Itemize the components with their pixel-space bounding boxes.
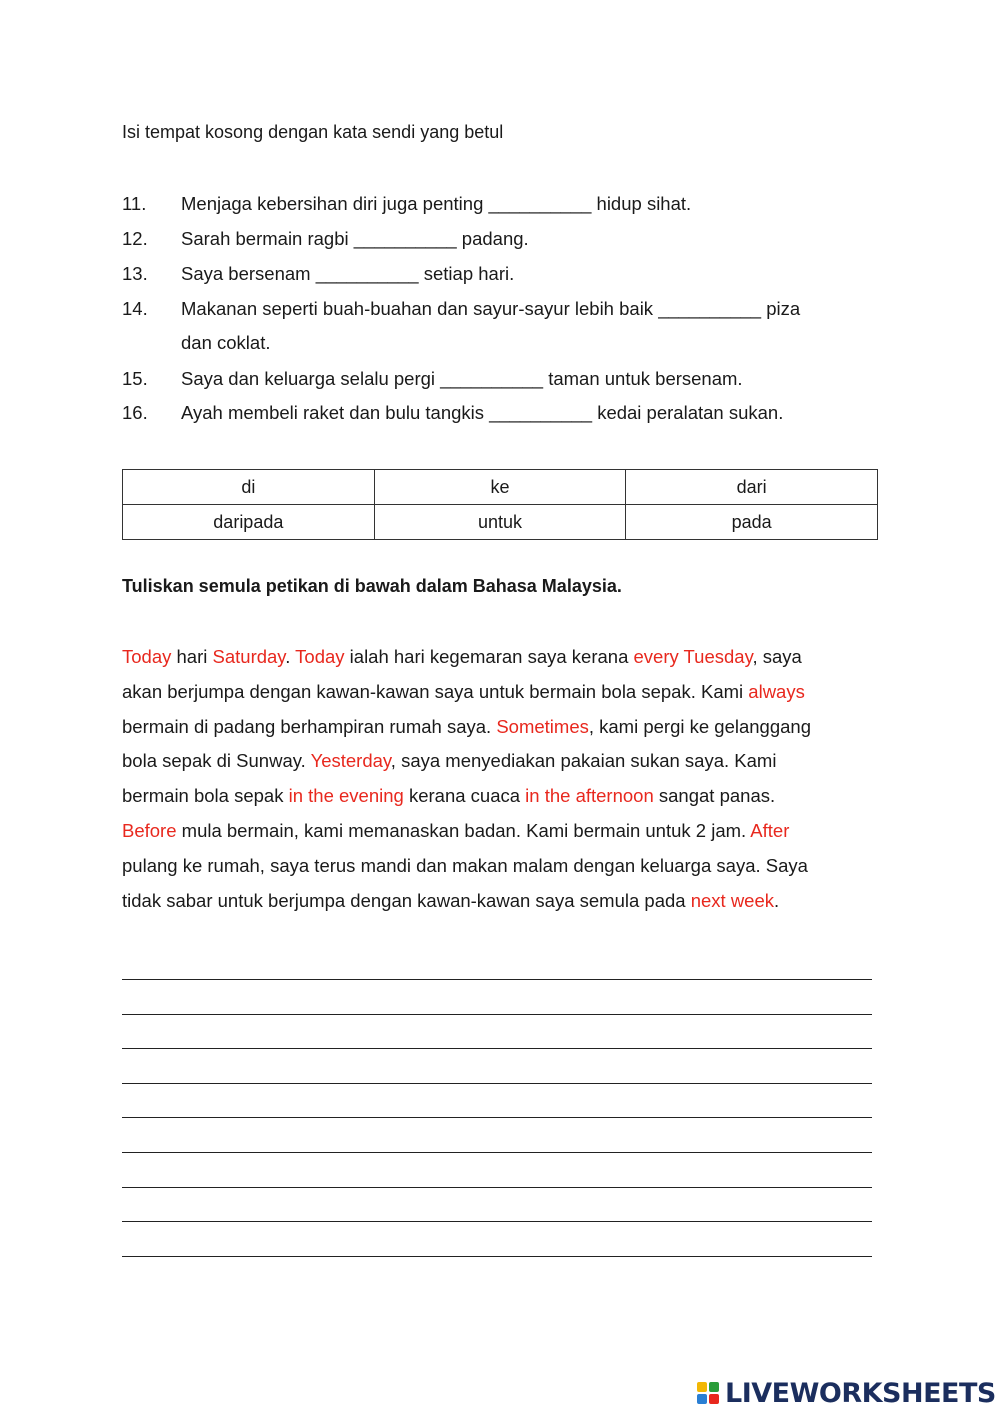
passage-line — [122, 814, 882, 849]
writing-line[interactable] — [122, 1152, 872, 1153]
options-row — [123, 505, 878, 540]
passage-text: akan berjumpa dengan kawan-kawan saya untuk bermain bola sepak. Kami — [122, 680, 749, 702]
passage-line — [122, 884, 882, 919]
passage-text: sangat panas. — [653, 785, 776, 807]
writing-line[interactable] — [122, 1256, 872, 1257]
question-number: 14. — [122, 298, 148, 319]
question-text: Saya dan keluarga selalu pergi __________ taman untuk bersenam. — [181, 368, 743, 389]
english-word-highlight: Yesterday — [310, 750, 391, 772]
passage-line — [122, 849, 882, 884]
option-cell: dari — [626, 470, 878, 505]
passage-text: mula bermain, kami memanaskan badan. Kami bermain untuk 2 jam. — [176, 819, 751, 841]
writing-line[interactable] — [122, 1187, 872, 1188]
option-cell: ke — [374, 470, 626, 505]
question-text: Menjaga kebersihan diri juga penting __________ hidup sihat. — [181, 193, 692, 214]
passage-text: , saya — [752, 646, 802, 667]
passage-text: , saya menyediakan pakaian sukan saya. Kami — [390, 750, 777, 772]
passage-text: bermain di padang berhampiran rumah saya. — [122, 715, 497, 737]
passage-line — [122, 675, 882, 710]
passage-text: ialah hari kegemaran saya kerana — [344, 646, 634, 667]
writing-line[interactable] — [122, 1117, 872, 1118]
option-cell: di — [123, 470, 375, 505]
brand-name: LIVEWORKSHEETS — [725, 1377, 996, 1409]
english-word-highlight: Sometimes — [496, 715, 589, 737]
english-word-highlight: in the evening — [288, 785, 404, 807]
question-number: 13. — [122, 263, 148, 284]
writing-line[interactable] — [122, 1014, 872, 1015]
passage-line — [122, 710, 882, 745]
passage-text: , kami pergi ke gelanggang — [588, 715, 812, 737]
liveworksheets-logo — [697, 1378, 996, 1408]
english-word-highlight: in the afternoon — [525, 785, 654, 807]
writing-line[interactable] — [122, 1083, 872, 1084]
task-title: Tuliskan semula petikan di bawah dalam Bahasa Malaysia. — [122, 576, 622, 596]
option-cell: daripada — [123, 505, 375, 540]
english-word-highlight: every Tuesday — [633, 646, 753, 667]
english-word-highlight: After — [750, 819, 790, 841]
english-word-highlight: Before — [122, 819, 177, 841]
question-text: Ayah membeli raket dan bulu tangkis __________ kedai peralatan sukan. — [181, 402, 784, 423]
question-text: Sarah bermain ragbi __________ padang. — [181, 228, 529, 249]
writing-line[interactable] — [122, 1221, 872, 1222]
passage-line — [122, 779, 882, 814]
options-table — [122, 469, 878, 540]
english-word-highlight: next week — [690, 889, 775, 911]
english-word-highlight: always — [748, 680, 805, 702]
question-text: Saya bersenam __________ setiap hari. — [181, 263, 515, 284]
logo-mark-icon — [697, 1382, 721, 1404]
option-cell: pada — [626, 505, 878, 540]
instruction-text: Isi tempat kosong dengan kata sendi yang betul — [122, 122, 504, 142]
options-row — [123, 470, 878, 505]
passage-text: . — [774, 889, 780, 911]
passage-text: . — [285, 646, 296, 667]
passage-text: bermain bola sepak — [122, 785, 289, 807]
question-number: 11. — [122, 193, 147, 214]
passage-text: pulang ke rumah, saya terus mandi dan makan malam dengan keluarga saya. Saya — [122, 854, 808, 876]
passage — [122, 640, 882, 918]
question-number: 15. — [122, 368, 148, 389]
english-word-highlight: Today — [295, 646, 345, 667]
passage-line — [122, 640, 882, 675]
passage-text: hari — [171, 646, 213, 667]
passage-text: kerana cuaca — [403, 785, 526, 807]
question-number: 16. — [122, 402, 148, 423]
english-word-highlight: Today — [122, 646, 172, 667]
passage-line — [122, 744, 882, 779]
passage-text: bola sepak di Sunway. — [122, 750, 311, 772]
question-number: 12. — [122, 228, 148, 249]
question-text-continuation: dan coklat. — [181, 332, 271, 353]
option-cell: untuk — [374, 505, 626, 540]
passage-text: tidak sabar untuk berjumpa dengan kawan-kawan saya semula pada — [122, 889, 691, 911]
english-word-highlight: Saturday — [212, 646, 286, 667]
question-text: Makanan seperti buah-buahan dan sayur-sayur lebih baik __________ piza — [181, 298, 801, 319]
writing-line[interactable] — [122, 1048, 872, 1049]
writing-line[interactable] — [122, 979, 872, 980]
